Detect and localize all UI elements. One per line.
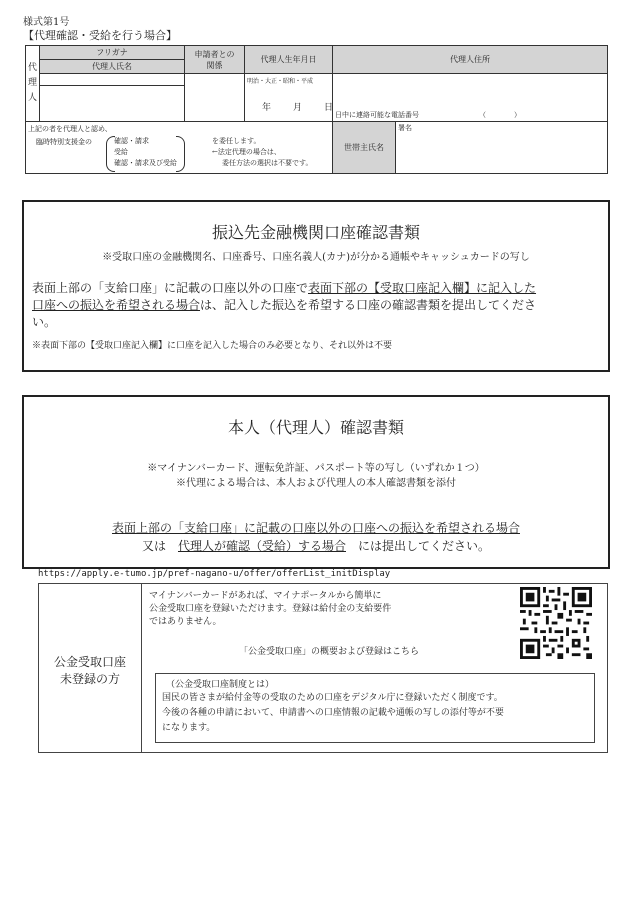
delegation-intro: 上記の者を代理人と認め、 bbox=[28, 125, 112, 133]
month-label: 月 bbox=[293, 103, 303, 113]
signature-label: 署名 bbox=[398, 124, 412, 132]
id-document-box bbox=[22, 395, 610, 569]
proxy-table bbox=[25, 45, 608, 174]
bank-box-title: 振込先金融機関口座確認書類 bbox=[211, 223, 420, 242]
address-field[interactable] bbox=[333, 74, 608, 122]
day-label: 日 bbox=[324, 103, 334, 113]
phone-field[interactable]: （ ） bbox=[479, 111, 521, 119]
birthdate-header: 代理人生年月日 bbox=[245, 46, 333, 74]
delegation-cell bbox=[26, 122, 333, 174]
public-account-label: 公金受取口座 未登録の方 bbox=[53, 655, 126, 686]
option-confirm-claim-receive[interactable]: 確認・請求及び受給 bbox=[114, 159, 177, 167]
option-confirm-claim[interactable]: 確認・請求 bbox=[114, 137, 149, 145]
section-title: 【代理確認・受給を行う場合】 bbox=[23, 29, 177, 42]
address-header: 代理人住所 bbox=[333, 46, 608, 74]
delegate-text: を委任します。 bbox=[212, 137, 261, 145]
form-number: 様式第1号 bbox=[23, 17, 70, 28]
id-box-condition-2: 又は 代理人が確認（受給）する場合 には提出してください。 bbox=[141, 539, 491, 553]
id-box-line-1: ※マイナンバーカード、運転免許証、パスポート等の写し（いずれか１つ） bbox=[147, 463, 485, 474]
phone-label: 日中に連絡可能な電話番号 bbox=[335, 111, 419, 119]
furigana-header: フリガナ bbox=[40, 46, 185, 60]
signature-field[interactable] bbox=[396, 122, 608, 174]
birthdate-field[interactable] bbox=[245, 74, 333, 122]
option-receive[interactable]: 受給 bbox=[114, 148, 128, 156]
id-box-condition-1: 表面上部の「支給口座」に記載の口座以外の口座への振込を希望される場合 bbox=[111, 521, 520, 535]
era-options: 明治・大正・昭和・平成 bbox=[247, 78, 314, 85]
registration-url[interactable]: https://apply.e-tumo.jp/pref-nagano-u/offer/offerList_initDisplay bbox=[38, 569, 391, 579]
bank-box-body: 表面上部の「支給口座」に記載の口座以外の口座で表面下部の【受取口座記入欄】に記入した 口座への振込を希望される場合は、記入した振込を希望する口座の確認書類を提出してくださ い。 bbox=[32, 281, 537, 329]
system-title: （公金受取口座制度とは） bbox=[166, 680, 275, 690]
bank-box-note: ※表面下部の【受取口座記入欄】に口座を記入した場合のみ必要となり、それ以外は不要 bbox=[32, 341, 393, 351]
public-account-intro: マイナンバーカードがあれば、マイナポータルから簡単に 公金受取口座を登録いただけます。登録は給付金の支給要件 ではありません。 bbox=[149, 591, 392, 627]
right-bracket bbox=[176, 136, 185, 172]
relation-header: 申請者との 関係 bbox=[185, 46, 245, 74]
bank-document-box bbox=[22, 200, 610, 372]
public-account-system-box bbox=[155, 673, 595, 743]
public-account-link-text[interactable]: 「公金受取口座」の概要および登録はこちら bbox=[239, 647, 420, 657]
proxy-name-field[interactable] bbox=[40, 86, 185, 122]
legal-note-2: 委任方法の選択は不要です。 bbox=[222, 159, 313, 167]
relation-field[interactable] bbox=[185, 74, 245, 122]
public-account-section bbox=[38, 583, 608, 753]
qr-code-icon[interactable] bbox=[520, 587, 592, 659]
id-box-title: 本人（代理人）確認書類 bbox=[227, 418, 404, 437]
bank-box-subtitle: ※受取口座の金融機関名、口座番号、口座名義人(カナ)が分かる通帳やキャッシュカードの写し bbox=[102, 252, 530, 263]
benefit-name: 臨時特別支援金の bbox=[36, 138, 92, 146]
proxy-side-label: 代 理 人 bbox=[26, 46, 40, 122]
householder-label: 世帯主氏名 bbox=[333, 122, 396, 174]
legal-note-1: ←法定代理の場合は、 bbox=[212, 148, 281, 156]
id-box-line-2: ※代理による場合は、本人および代理人の本人確認書類を添付 bbox=[176, 478, 456, 489]
furigana-field[interactable] bbox=[40, 74, 185, 86]
proxy-name-header: 代理人氏名 bbox=[40, 60, 185, 74]
year-label: 年 bbox=[262, 103, 272, 113]
system-text: 国民の皆さまが給付金等の受取のための口座をデジタル庁に登録いただく制度です。 今後の各種の申請において、申請書への口座情報の記載や通帳の写しの添付等が不要 になります。 bbox=[162, 693, 504, 733]
